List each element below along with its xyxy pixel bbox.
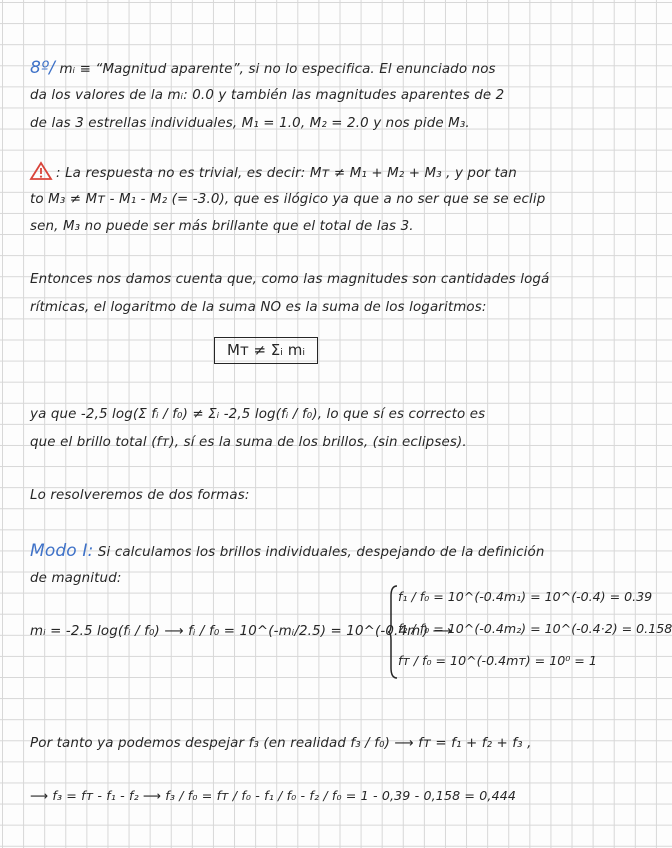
result-ft: fᴛ / f₀ = 10^(-0.4mᴛ) = 10⁰ = 1 bbox=[398, 653, 597, 668]
mode1-line2: de magnitud: bbox=[30, 571, 122, 586]
para1-line2: da los valores de la mᵢ: 0.0 y también las magnitudes aparentes de 2 bbox=[30, 88, 505, 103]
mode1-chain: mᵢ = -2.5 log(fᵢ / f₀) ⟶ fᵢ / f₀ = 10^(-mᵢ/2.5) = 10^(-0.4mᵢ) ⟶ bbox=[30, 624, 452, 639]
para3-line1: Lo resolveremos de dos formas: bbox=[30, 488, 250, 503]
para2-line2: rítmicas, el logaritmo de la suma NO es la suma de los logaritmos: bbox=[30, 300, 487, 315]
boxed-formula-wrap bbox=[214, 337, 318, 364]
para1-line1-text: mᵢ ≡ “Magnitud aparente”, si no lo especifica. El enunciado nos bbox=[59, 62, 496, 77]
mode1-line1 bbox=[30, 541, 586, 563]
boxed-formula: Mᴛ ≠ Σᵢ mᵢ bbox=[214, 337, 318, 364]
result-f2: f₂ / f₀ = 10^(-0.4m₂) = 10^(-0.4·2) = 0.158 bbox=[398, 621, 672, 636]
para1-line1 bbox=[30, 58, 586, 80]
result-f1: f₁ / f₀ = 10^(-0.4m₁) = 10^(-0.4) = 0.39 bbox=[398, 589, 653, 604]
warning-line3: sen, M₃ no puede ser más brillante que el total de las 3. bbox=[30, 219, 414, 234]
problem-number: 8º/ bbox=[30, 58, 56, 78]
conclusion-line2: ⟶ f₃ = fᴛ - f₁ - f₂ ⟶ f₃ / f₀ = fᴛ / f₀ - f₁ / f₀ - f₂ / f₀ = 1 - 0,39 - 0,158 = 0,444 bbox=[30, 788, 517, 803]
brace-icon bbox=[388, 584, 398, 680]
mode1-title: Modo I: bbox=[30, 541, 94, 561]
para2-line1: Entonces nos damos cuenta que, como las magnitudes son cantidades logá bbox=[30, 272, 550, 287]
conclusion-line1: Por tanto ya podemos despejar f₃ (en realidad f₃ / f₀) ⟶ fᴛ = f₁ + f₂ + f₃ , bbox=[30, 736, 532, 751]
para1-line3: de las 3 estrellas individuales, M₁ = 1.0, M₂ = 2.0 y nos pide M₃. bbox=[30, 116, 470, 131]
para2-line3: ya que -2,5 log(Σ fᵢ / f₀) ≠ Σᵢ -2,5 log(fᵢ / f₀), lo que sí es correcto es bbox=[30, 407, 486, 422]
para2-line4: que el brillo total (fᴛ), sí es la suma de los brillos, (sin eclipses). bbox=[30, 435, 467, 450]
warning-icon bbox=[30, 162, 52, 187]
warning-line1-text: : La respuesta no es trivial, es decir: Mᴛ ≠ M₁ + M₂ + M₃ , y por tan bbox=[56, 166, 517, 181]
warning-line1 bbox=[30, 162, 586, 187]
warning-line2: to M₃ ≠ Mᴛ - M₁ - M₂ (= -3.0), que es ilógico ya que a no ser que se se eclip bbox=[30, 192, 546, 207]
mode1-line1-text: Si calculamos los brillos individuales, despejando de la definición bbox=[97, 545, 545, 560]
